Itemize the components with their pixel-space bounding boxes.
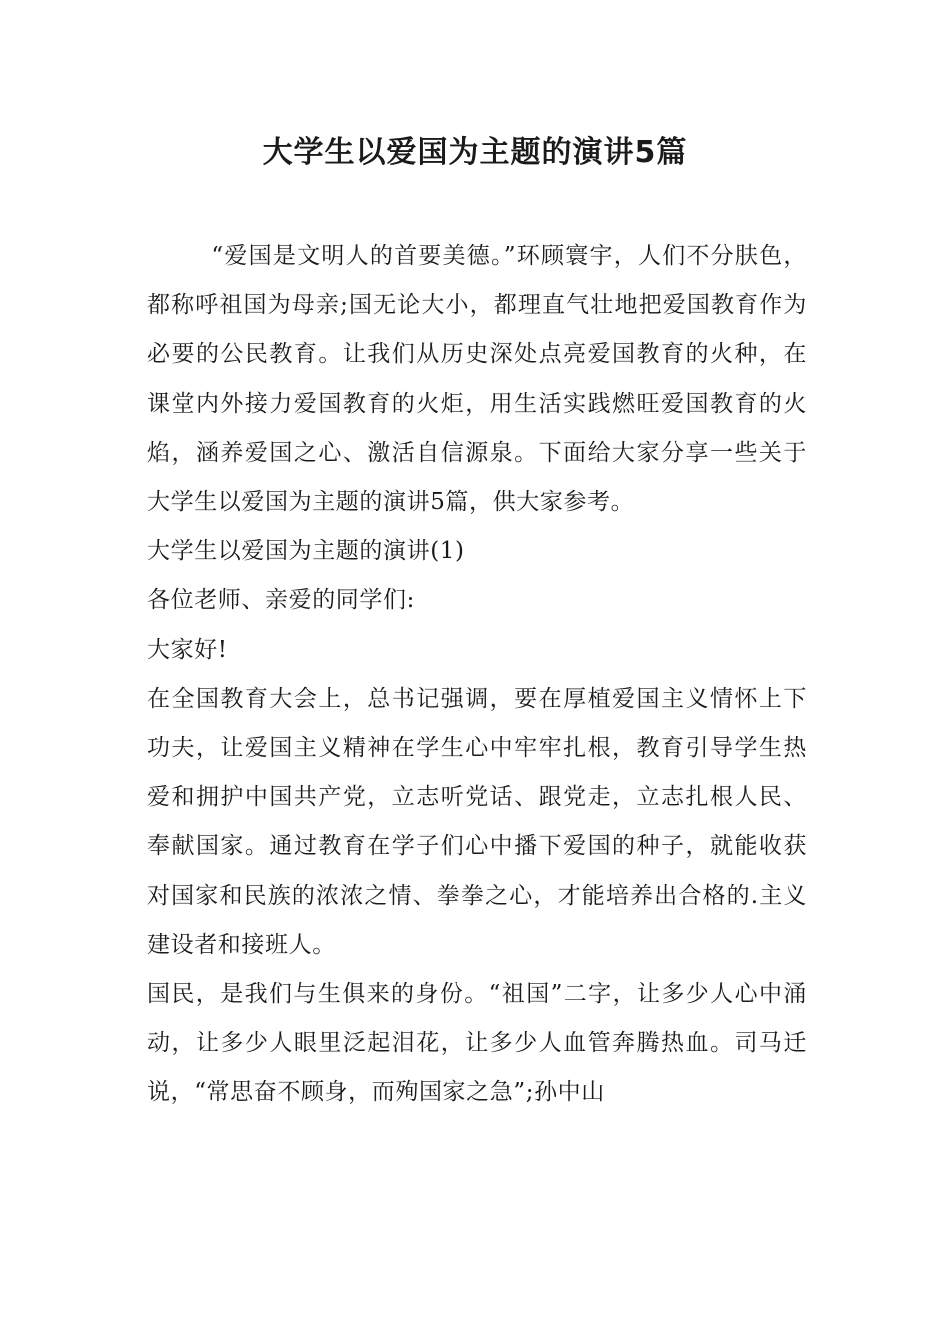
body-paragraph: 在全国教育大会上，总书记强调，要在厚植爱国主义情怀上下功夫，让爱国主义精神在学生心中牢牢扎根，教育引导学生热爱和拥护中国共产党，立志听党话、跟党走，立志扎根人民、奉献国家。通过教育在学子们心中播下爱国的种子，就能收获对国家和民族的浓浓之情、拳拳之心，才能培养出合格的.主义建设者和接班人。 xyxy=(147,685,807,958)
document-body xyxy=(147,232,807,1118)
intro-paragraph: “爱国是文明人的首要美德。”环顾寰宇，人们不分肤色，都称呼祖国为母亲;国无论大小，都理直气壮地把爱国教育作为必要的公民教育。让我们从历史深处点亮爱国教育的火种，在课堂内外接力爱国教育的火炬，用生活实践燃旺爱国教育的火焰，涵养爱国之心、激活自信源泉。下面给大家分享一些关于大学生以爱国为主题的演讲5篇，供大家参考。 xyxy=(147,243,807,516)
section-heading: 大学生以爱国为主题的演讲(1) xyxy=(147,538,465,565)
document-title: 大学生以爱国为主题的演讲5篇 xyxy=(262,135,688,170)
body-paragraph: 国民，是我们与生俱来的身份。“祖国”二字，让多少人心中涌动，让多少人眼里泛起泪花，让多少人血管奔腾热血。司马迁说，“常思奋不顾身，而殉国家之急”;孙中山 xyxy=(147,981,807,1106)
greeting: 大家好! xyxy=(147,636,228,663)
salutation: 各位老师、亲爱的同学们: xyxy=(147,587,415,614)
